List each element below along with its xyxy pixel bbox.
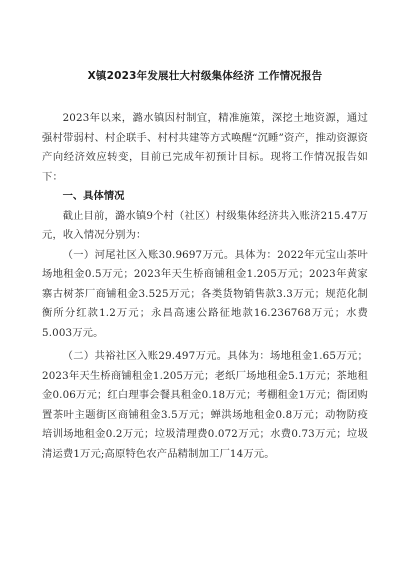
item-paragraph-1: （一）河尾社区入账30.9697万元。具体为：2022年元宝山茶叶场地租金0.5万元；2023年天生桥商铺租金1.205万元；2023年黄家寨古树茶厂商铺租金3.525万元；各类货物销售款3.3万元；规范化制衡所分红款1.2万元；永昌高速公路征地款16.236768万元；水费5.003万元。 — [42, 248, 368, 339]
section-heading-1: 一、具体情况 — [62, 190, 125, 202]
section-summary-paragraph: 截止目前，潞水镇9个村（社区）村级集体经济共入账济215.47万元，收入情况分别为： — [42, 209, 368, 241]
item-paragraph-2: （二）共裕社区入账29.497万元。具体为：场地租金1.65万元；2023年天生桥商铺租金1.205万元；老纸厂场地租金5.1万元；茶地租金0.06万元；红白理事会餐具租金0.18万元；考棚租金1万元；衙团购置茶叶主题街区商铺租金3.5万元；蝉洪场地租金0.8万元；动物防疫培训场地租金0.2万元；垃圾清理费0.072万元；水费0.73万元；垃圾清运费1万元;高原特色农产品精制加工厂14万元。 — [42, 350, 368, 460]
intro-paragraph: 2023年以来，潞水镇因村制宜，精准施策，深挖土地资源，通过强村带弱村、村企联手、村村共建等方式唤醒“沉睡”资产，推动资源资产向经济效应转变，目前已完成年初预计目标。现将工作情况报告如下： — [42, 112, 368, 183]
document-title: X镇2023年发展壮大村级集体经济 工作情况报告 — [87, 70, 323, 82]
